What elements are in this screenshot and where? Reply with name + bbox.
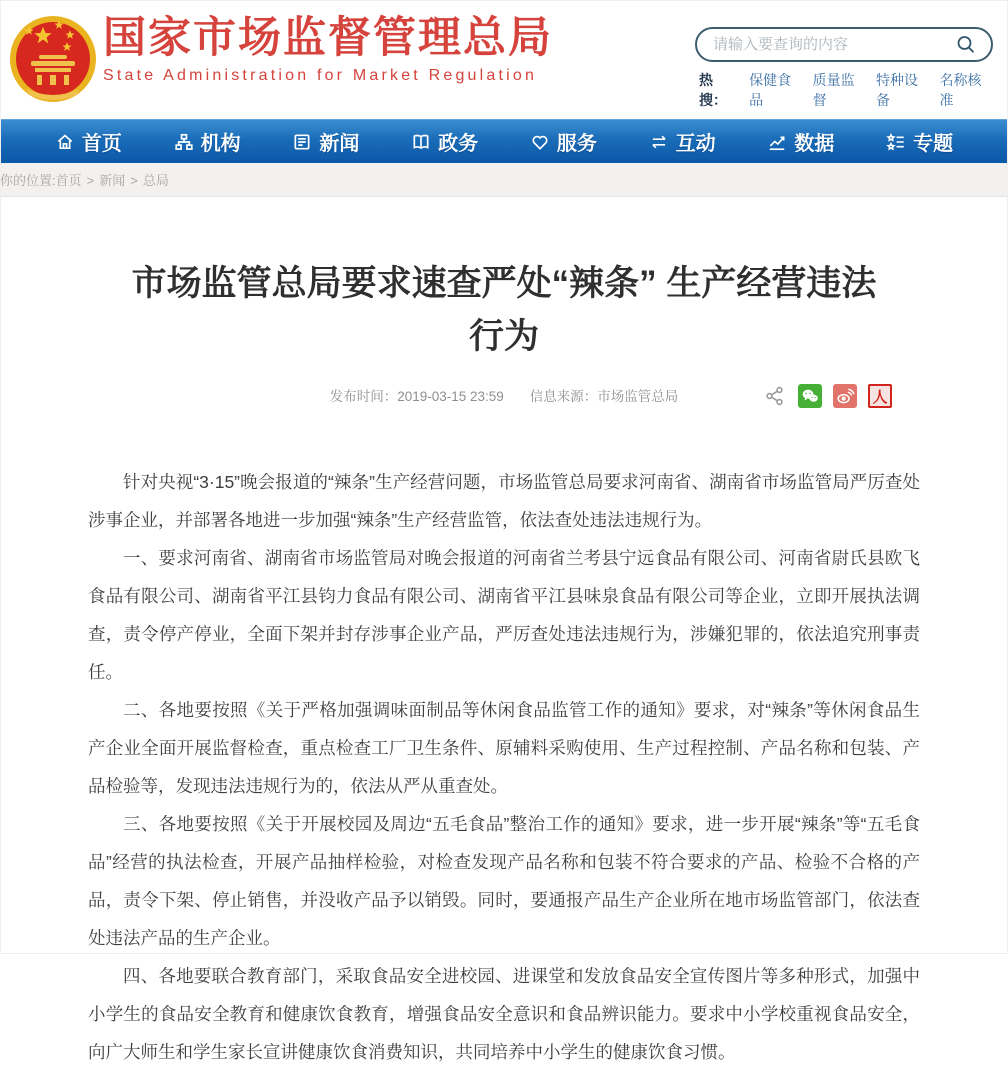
article-paragraph: 三、各地要按照《关于开展校园及周边“五毛食品”整治工作的通知》要求，进一步开展“辣条”等“五毛食品”经营的执法检查，开展产品抽样检验，对检查发现产品名称和包装不符合要求的产品、检验不合格的产品，责令下架、停止销售，并没收产品予以销毁。同时，要通报产品生产企业所在地市场监管部门，依法查处违法产品的生产企业。 [88, 814, 920, 948]
article-meta-row [88, 383, 920, 411]
nav-label: 服务 [556, 133, 597, 155]
search-area [695, 27, 993, 110]
search-button[interactable] [953, 32, 979, 58]
gov-icon [411, 132, 431, 152]
service-heart-icon [530, 132, 550, 152]
nav-label: 首页 [81, 133, 122, 155]
interact-arrows-icon [649, 132, 669, 152]
site-title-cn: 国家市场监督管理总局 [103, 14, 553, 62]
org-icon [174, 132, 194, 152]
source-label: 信息来源： [529, 389, 598, 404]
site-header [1, 1, 1007, 119]
hot-search-link-1[interactable]: 保健食品 [749, 72, 792, 108]
data-chart-icon [767, 132, 787, 152]
breadcrumb-bar [1, 163, 1007, 197]
article-body [88, 463, 920, 1071]
nav-item-topics[interactable] [886, 127, 953, 156]
nav-item-data[interactable] [767, 127, 834, 156]
home-icon [55, 132, 75, 152]
hot-search-row [695, 70, 993, 110]
nav-item-news[interactable] [292, 127, 359, 156]
publish-time-label: 发布时间： [329, 389, 398, 404]
breadcrumb-link-news[interactable]: 新闻 [99, 173, 126, 188]
breadcrumb-label: 你的位置: [0, 173, 56, 188]
nav-label: 新闻 [319, 133, 360, 155]
nav-label: 政务 [438, 133, 479, 155]
breadcrumb-separator: > [86, 173, 95, 188]
nav-label: 专题 [913, 133, 954, 155]
people-glyph: 人 [872, 388, 888, 406]
hot-search-link-4[interactable]: 名称核准 [939, 72, 982, 108]
hot-search-link-3[interactable]: 特种设备 [876, 72, 919, 108]
breadcrumb-separator: > [130, 173, 138, 188]
share-icon[interactable] [763, 384, 787, 408]
main-nav [1, 119, 1007, 163]
nav-label: 机构 [200, 133, 241, 155]
weibo-share-icon[interactable] [833, 384, 857, 408]
people-daily-share-icon[interactable] [868, 384, 892, 408]
article-title: 市场监管总局要求速查严处“辣条” 生产经营违法行为 [131, 264, 877, 356]
weibo-icon [835, 386, 855, 406]
site-brand [103, 13, 553, 85]
nav-item-gov[interactable] [411, 127, 478, 156]
search-box [695, 27, 993, 62]
nav-item-interact[interactable] [649, 127, 716, 156]
breadcrumb [0, 170, 169, 189]
breadcrumb-link-home[interactable]: 首页 [55, 173, 82, 188]
article-paragraph: 一、要求河南省、湖南省市场监管局对晚会报道的河南省兰考县宁远食品有限公司、河南省尉氏县欧飞食品有限公司、湖南省平江县钧力食品有限公司、湖南省平江县味泉食品有限公司等企业，立即开展执法调查，责令停产停业，全面下架并封存涉事企业产品，严厉查处违法违规行为，涉嫌犯罪的，依法追究刑事责任。 [88, 548, 920, 682]
search-input[interactable] [713, 36, 953, 53]
article-paragraph: 针对央视“3·15”晚会报道的“辣条”生产经营问题，市场监管总局要求河南省、湖南省市场监管局严厉查处涉事企业，并部署各地进一步加强“辣条”生产经营监管，依法查处违法违规行为。 [88, 472, 920, 530]
source-value: 市场监管总局 [597, 389, 679, 404]
article-paragraph: 四、各地要联合教育部门，采取食品安全进校园、进课堂和发放食品安全宣传图片等多种形式，加强中小学生的食品安全教育和健康饮食教育，增强食品安全意识和食品辨识能力。要求中小学校重视食品安全，向广大师生和学生家长宣讲健康饮食消费知识，共同培养中小学生的健康饮食习惯。 [88, 966, 920, 1062]
wechat-icon [800, 386, 820, 406]
topics-star-list-icon [886, 132, 906, 152]
share-bar [763, 384, 892, 408]
nav-label: 数据 [794, 133, 835, 155]
share-nodes-icon [764, 385, 786, 407]
nav-item-home[interactable] [55, 127, 122, 156]
hot-search-link-2[interactable]: 质量监督 [812, 72, 855, 108]
wechat-share-icon[interactable] [798, 384, 822, 408]
article-paragraph: 二、各地要按照《关于严格加强调味面制品等休闲食品监管工作的通知》要求，对“辣条”等休闲食品生产企业全面开展监督检查，重点检查工厂卫生条件、原辅料采购使用、生产过程控制、产品名称和包装、产品检验等，发现违法违规行为的，依法从严从重查处。 [88, 700, 920, 796]
hot-search-label: 热搜： [699, 72, 727, 108]
breadcrumb-link-bureau[interactable]: 总局 [142, 173, 169, 188]
publish-time-value: 2019-03-15 23:59 [397, 389, 504, 404]
site-title-en: State Administration for Market Regulation [103, 67, 538, 84]
nav-item-service[interactable] [530, 127, 597, 156]
nav-label: 互动 [675, 133, 716, 155]
national-emblem-logo[interactable] [7, 9, 99, 109]
search-icon [955, 34, 977, 56]
news-icon [292, 132, 312, 152]
national-emblem-icon [7, 9, 99, 109]
nav-item-org[interactable] [174, 127, 241, 156]
